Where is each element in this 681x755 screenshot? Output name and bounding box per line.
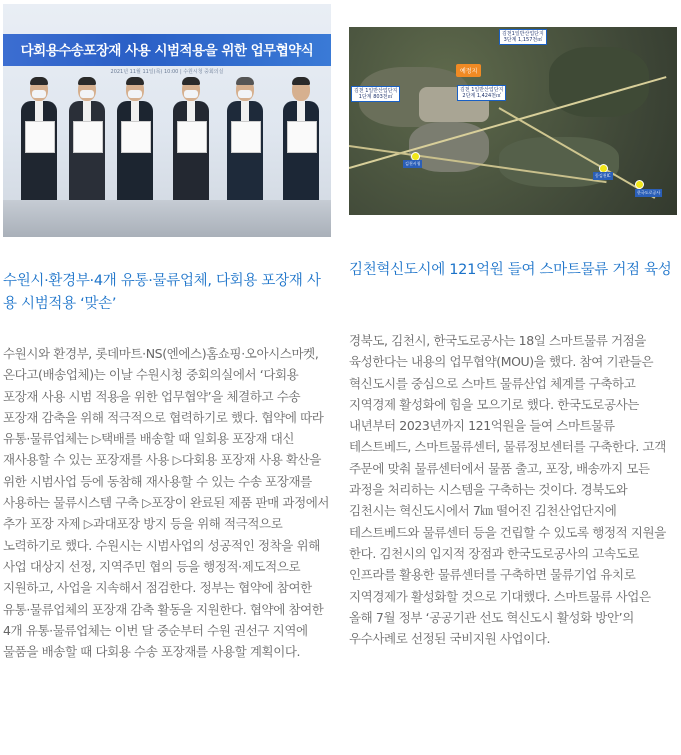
banner-subtitle: 2021년 11월 11일(목) 10:00 | 수원시청 중회의실 [110,69,224,75]
person-figure [117,79,153,204]
banner-title: 다회용수송포장재 사용 시범적용을 위한 업무협약식 [20,43,314,59]
aerial-map-photo[interactable] [349,27,677,215]
right-body-text: 경북도, 김천시, 한국도로공사는 18일 스마트물류 거점을 육성한다는 내용의 업무협약(MOU)을 했다. 참여 기관들은 혁신도시를 중심으로 스마트 물류산업 체계를 구축하고 지역경제 활성화에 힘을 모으기로 했다. 한국도로공사는 내년부터 2023년까지 121억원을 들여 스마트물류 테스트베드, 스마트물류센터, 물류정보센터를 구축한다. 고객 주문에 맞춰 물류센터에서 물품 출고, 포장, 배송까지 모든 과정을 처리하는 시스템을 구축하는 것이다. 경북도와 김천시는 혁신도시에서 7㎞ 떨어진 김천산업단지에 테스트베드와 물류센터 등을 건립할 수 있도록 행정적 지원을 한다. 김천시의 입지적 장점과 한국도로공사의 고속도로 인프라를 활용한 물류센터를 구축하면 물류기업 유치로 지역경제가 활성화할 것으로 기대했다. 스마트물류 사업은 올해 7월 정부 ‘공공기관 선도 혁신도시 활성화 방안’의 우수사례로 선정된 국비지원 사업이다. [349,333,666,647]
map-tag-ic: 동김천IC [595,173,611,178]
map-label-stage2: 김천 1일반산업단지 2단계 1,424천㎡ [457,85,506,101]
right-headline[interactable]: 김천혁신도시에 121억원 들여 스마트물류 거점 육성 [349,262,672,278]
signing-table [3,200,331,237]
map-marker [635,180,644,189]
person-figure [173,79,209,204]
map-tag-cityhall: 김천시청 [405,161,421,166]
map-tag-korea-expressway: 한국도로공사 [637,190,661,195]
person-figure [69,79,105,204]
person-figure [283,79,319,204]
map-label-stage1: 김천 1일반산업단지 1단계 803천㎡ [351,86,400,102]
left-headline[interactable]: 수원시·환경부·4개 유통·물류업체, 다회용 포장재 사용 시범적용 ‘맞손’ [3,273,321,312]
left-body-text: 수원시와 환경부, 롯데마트·NS(엔에스)홈쇼핑·오아시스마켓, 온다고(배송업체)는 이날 수원시청 중회의실에서 ‘다회용 포장재 사용 시범 적용을 위한 업무협약’을 체결하고 수송 포장재 감축을 위해 적극적으로 협력하기로 했다. 협약에 따라 유통·물류업체는 ▷택배를 배송할 때 일회용 포장재 대신 재사용할 수 있는 포장재를 사용 ▷다회용 포장재 사용 확산을 위한 시범사업 등에 동참해 재사용할 수 있는 수송 포장재를 사용하는 물류시스템 구축 ▷포장이 완료된 제품 판매 과정에서 추가 포장 자제 ▷과대포장 방지 등을 위해 적극적으로 노력하기로 했다. 수원시는 시범사업의 성공적인 정착을 위해 사업 대상지 선정, 지역주민 협의 등을 행정적·제도적으로 지원하고, 사업을 지속해서 점검한다. 정부는 협약에 참여한 유통·물류업체의 포장재 감축 활동을 지원한다. 협약에 참여한 4개 유통·물류업체는 이번 달 중순부터 수원 권선구 지역에 물품을 배송할 때 다회용 수송 포장재를 사용할 계획이다. [3,346,330,660]
person-figure [21,79,57,204]
map-label-stage3: 김천1일반산업단지 3단계 1,157천㎡ [499,29,547,45]
photo-banner [3,34,331,66]
person-figure [227,79,263,204]
ceremony-photo[interactable] [3,4,331,237]
map-label-site: 예정지 [456,64,481,77]
